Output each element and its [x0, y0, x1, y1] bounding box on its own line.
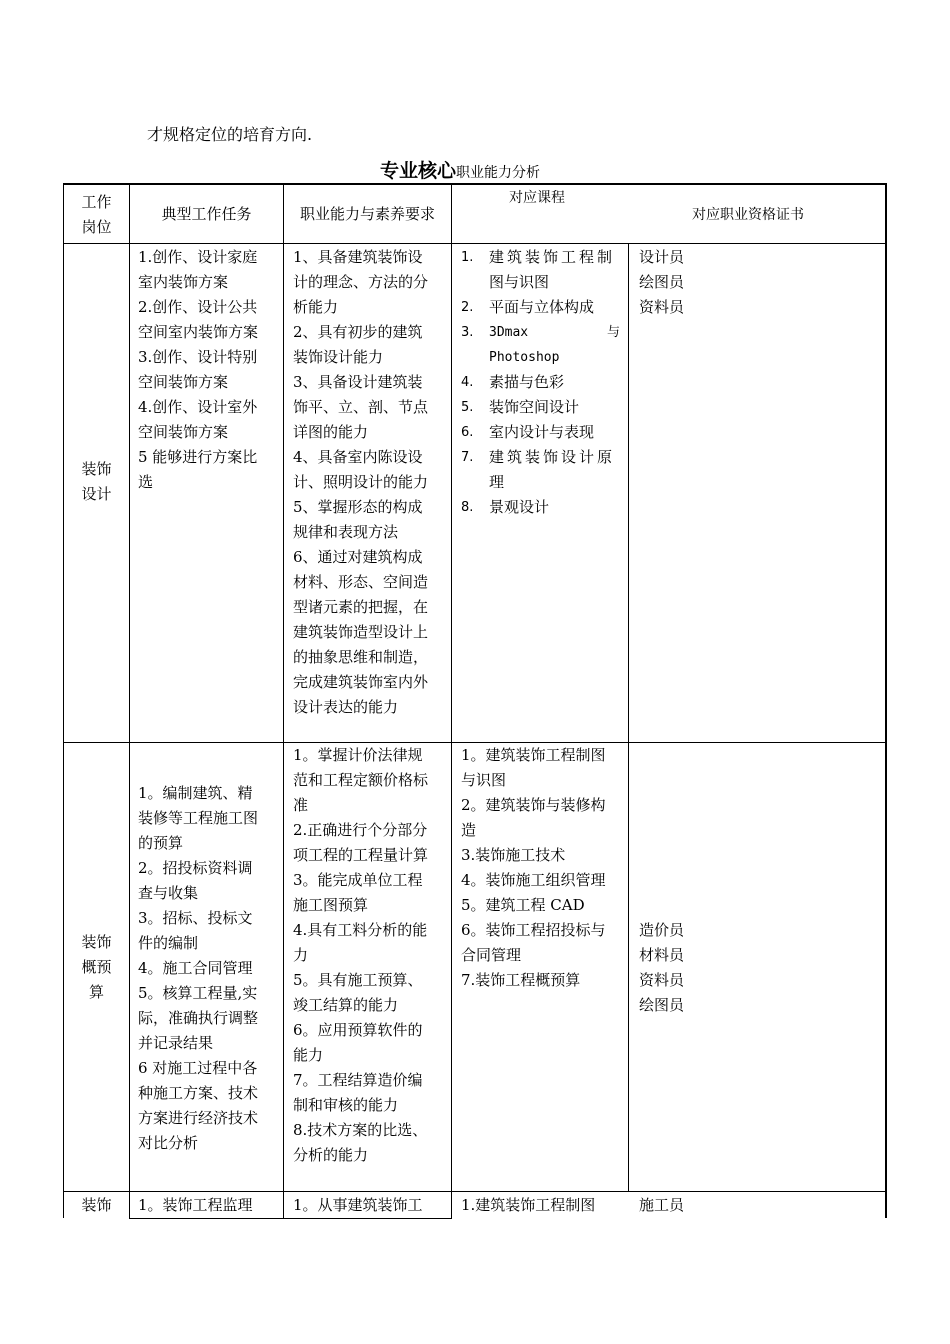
course-item: 4. 素描与色彩 [461, 373, 565, 391]
title-bold: 专业核心 [380, 160, 457, 182]
header-certs: 对应职业资格证书 [692, 207, 804, 223]
header-tasks: 典型工作任务 [161, 205, 252, 223]
grid-line [63, 1191, 887, 1192]
row3-cert: 施工员 [639, 1196, 685, 1214]
grid-line [283, 183, 284, 1219]
grid-line [63, 183, 64, 1218]
row2-tasks: 1。编制建筑、精 装修等工程施工图 的预算 2。招投标资料调 查与收集 3。招标、投标文 件的编制 4。施工合同管理 5。核算工程量,实 际，准确执行调整 并记录结果 6 对施工过程中各 种施工方案、技术 方案进行经济技术 对比分析 [138, 784, 259, 1152]
row2-post: 装饰 概预 算 [81, 933, 112, 1001]
row2-courses: 1。建筑装饰工程制图 与识图 2。建筑装饰与装修构 造 3.装饰施工技术 4。装饰施工组织管理 5。建筑工程 CAD 6。装饰工程招投标与 合同管理 7.装饰工程概预算 [461, 746, 606, 989]
course-item: 3. 3Dmax 与 Photoshop [461, 325, 620, 365]
row1-certs: 设计员 绘图员 资料员 [639, 248, 685, 316]
row2-certs: 造价员 材料员 资料员 绘图员 [639, 921, 685, 1014]
table-title [380, 156, 540, 183]
row3-post: 装饰 [81, 1196, 112, 1214]
row1-abilities: 1、具备建筑装饰设 计的理念、方法的分 析能力 2、具有初步的建筑 装饰设计能力 3、具备设计建筑装 饰平、立、剖、节点 详图的能力 4、具备室内陈设设 计、照明设计的能力 5、掌握形态的构成 规律和表现方法 6、通过对建筑构成 材料、形态、空间造 型诸元素的把握，在 建筑装饰造型设计上 的抽象思维和制造， 完成建筑装饰室内外 设计表达的能力 [293, 248, 429, 716]
header-abilities: 职业能力与素养要求 [299, 205, 435, 223]
grid-line [628, 243, 629, 1192]
row1-post: 装饰 设计 [81, 460, 112, 503]
intro-text: 才规格定位的培育方向. [147, 125, 313, 144]
grid-line [129, 1218, 452, 1219]
grid-line [63, 183, 887, 185]
header-courses: 对应课程 [509, 190, 565, 206]
grid-line [451, 183, 452, 1219]
row3-ability: 1。从事建筑装饰工 [293, 1196, 423, 1214]
grid-line [885, 183, 887, 1218]
course-item: 7. 建筑装饰设计原 理 [461, 448, 616, 491]
row2-abilities: 1。掌握计价法律规 范和工程定额价格标 准 2.正确进行个分部分 项工程的工程量计算 3。能完成单位工程 施工图预算 4.具有工料分析的能 力 5。具有施工预算、 竣工结算的能力 6。应用预算软件的 能力 7。工程结算造价编 制和审核的能力 8.技术方案的比选、 分析的能力 [293, 746, 429, 1164]
title-normal: 职业能力分析 [456, 165, 541, 181]
row1-tasks: 1.创作、设计家庭 室内装饰方案 2.创作、设计公共 空间室内装饰方案 3.创作、设计特别 空间装饰方案 4.创作、设计室外 空间装饰方案 5 能够进行方案比 选 [138, 248, 259, 491]
row3-course: 1.建筑装饰工程制图 [461, 1196, 596, 1214]
grid-line [63, 243, 887, 244]
row3-task: 1。装饰工程监理 [138, 1196, 253, 1214]
course-item: 6. 室内设计与表现 [461, 423, 595, 441]
header-post: 工作 岗位 [81, 193, 112, 236]
course-item: 2. 平面与立体构成 [461, 298, 595, 316]
course-item: 5. 装饰空间设计 [461, 398, 580, 416]
course-item: 1. 建筑装饰工程制 图与识图 [461, 248, 616, 291]
row1-courses [461, 245, 620, 520]
course-item: 8. 景观设计 [461, 498, 550, 516]
grid-line [129, 183, 130, 1219]
